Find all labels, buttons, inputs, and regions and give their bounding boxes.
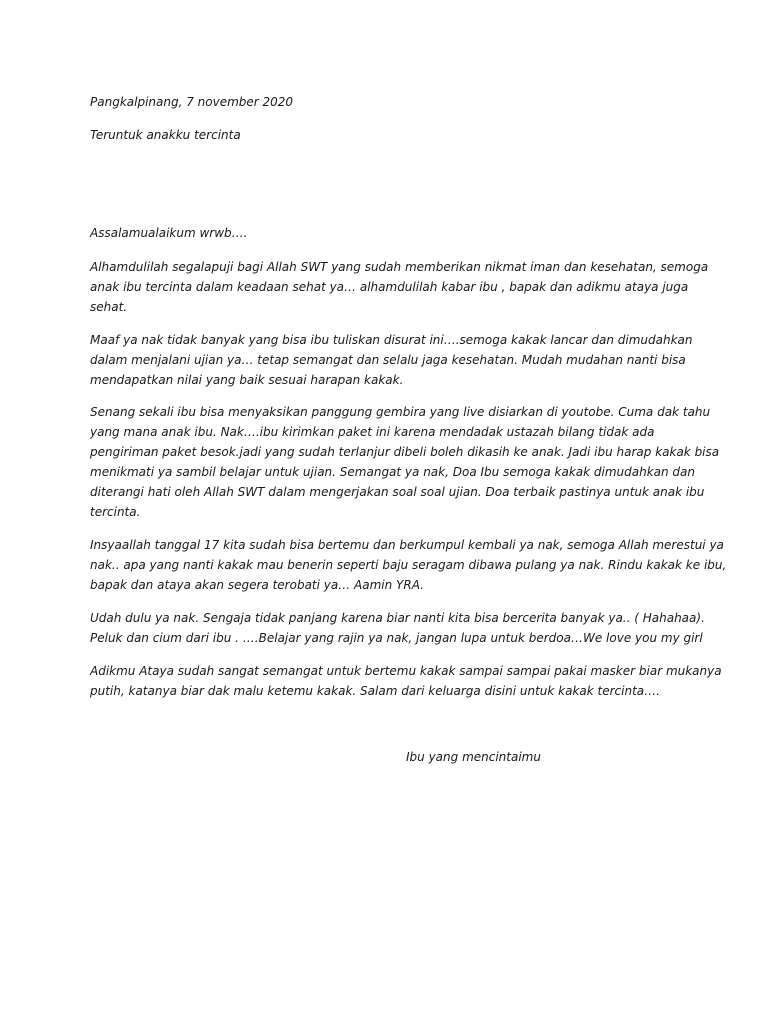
paragraph-line: Peluk dan cium dari ibu . ….Belajar yang rajin ya nak, jangan lupa untuk berdoa…We love you my girl (90, 631, 703, 645)
paragraph-line: Insyaallah tanggal 17 kita sudah bisa bertemu dan berkumpul kembali ya nak, semoga Allah merestui ya (90, 538, 724, 552)
paragraph-line: anak ibu tercinta dalam keadaan sehat ya… alhamdulilah kabar ibu , bapak dan adikmu ataya juga (90, 280, 689, 294)
paragraph-line: Adikmu Ataya sudah sangat semangat untuk bertemu kakak sampai sampai pakai masker biar mukanya (90, 664, 722, 678)
greeting-line: Assalamualaikum wrwb…. (90, 226, 248, 240)
paragraph-line: bapak dan ataya akan segera terobati ya… Aamin YRA. (90, 578, 424, 592)
paragraph-line: Senang sekali ibu bisa menyaksikan panggung gembira yang live disiarkan di youtobe. Cuma dak tahu (90, 405, 711, 419)
paragraph (90, 661, 722, 701)
signature-line: Ibu yang mencintaimu (406, 750, 541, 764)
paragraph-line: nak.. apa yang nanti kakak mau benerin seperti baju seragam dibawa pulang ya nak. Rindu kakak ke ibu, (90, 558, 727, 572)
paragraph-line: mendapatkan nilai yang baik sesuai harapan kakak. (90, 373, 404, 387)
paragraph-line: putih, katanya biar dak malu ketemu kakak. Salam dari keluarga disini untuk kakak tercinta…. (90, 684, 660, 698)
recipient-line: Teruntuk anakku tercinta (90, 128, 241, 142)
paragraph-line: menikmati ya sambil belajar untuk ujian. Semangat ya nak, Doa Ibu semoga kakak dimudahkan dan (90, 465, 696, 479)
paragraph-line: tercinta. (90, 505, 141, 519)
paragraph-line: Udah dulu ya nak. Sengaja tidak panjang karena biar nanti kita bisa bercerita banyak ya.. ( Hahahaa). (90, 611, 705, 625)
paragraph (90, 257, 709, 317)
paragraph-line: Alhamdulilah segalapuji bagi Allah SWT yang sudah memberikan nikmat iman dan kesehatan, semoga (90, 260, 709, 274)
date-line: Pangkalpinang, 7 november 2020 (90, 95, 294, 109)
paragraph-line: sehat. (90, 300, 128, 314)
paragraph-line: diterangi hati oleh Allah SWT dalam mengerjakan soal soal ujian. Doa terbaik pastinya untuk anak ibu (90, 485, 705, 499)
paragraph (90, 608, 705, 648)
paragraph-line: dalam menjalani ujian ya… tetap semangat dan selalu jaga kesehatan. Mudah mudahan nanti bisa (90, 353, 686, 367)
paragraph-line: pengiriman paket besok.jadi yang sudah terlanjur dibeli boleh dikasih ke anak. Jadi ibu harap kakak bisa (90, 445, 720, 459)
paragraph-line: Maaf ya nak tidak banyak yang bisa ibu tuliskan disurat ini….semoga kakak lancar dan dimudahkan (90, 333, 693, 347)
paragraph (90, 535, 727, 595)
paragraph (90, 330, 693, 390)
paragraph-line: yang mana anak ibu. Nak….ibu kirimkan paket ini karena mendadak ustazah bilang tidak ada (90, 425, 655, 439)
paragraph (90, 402, 720, 522)
